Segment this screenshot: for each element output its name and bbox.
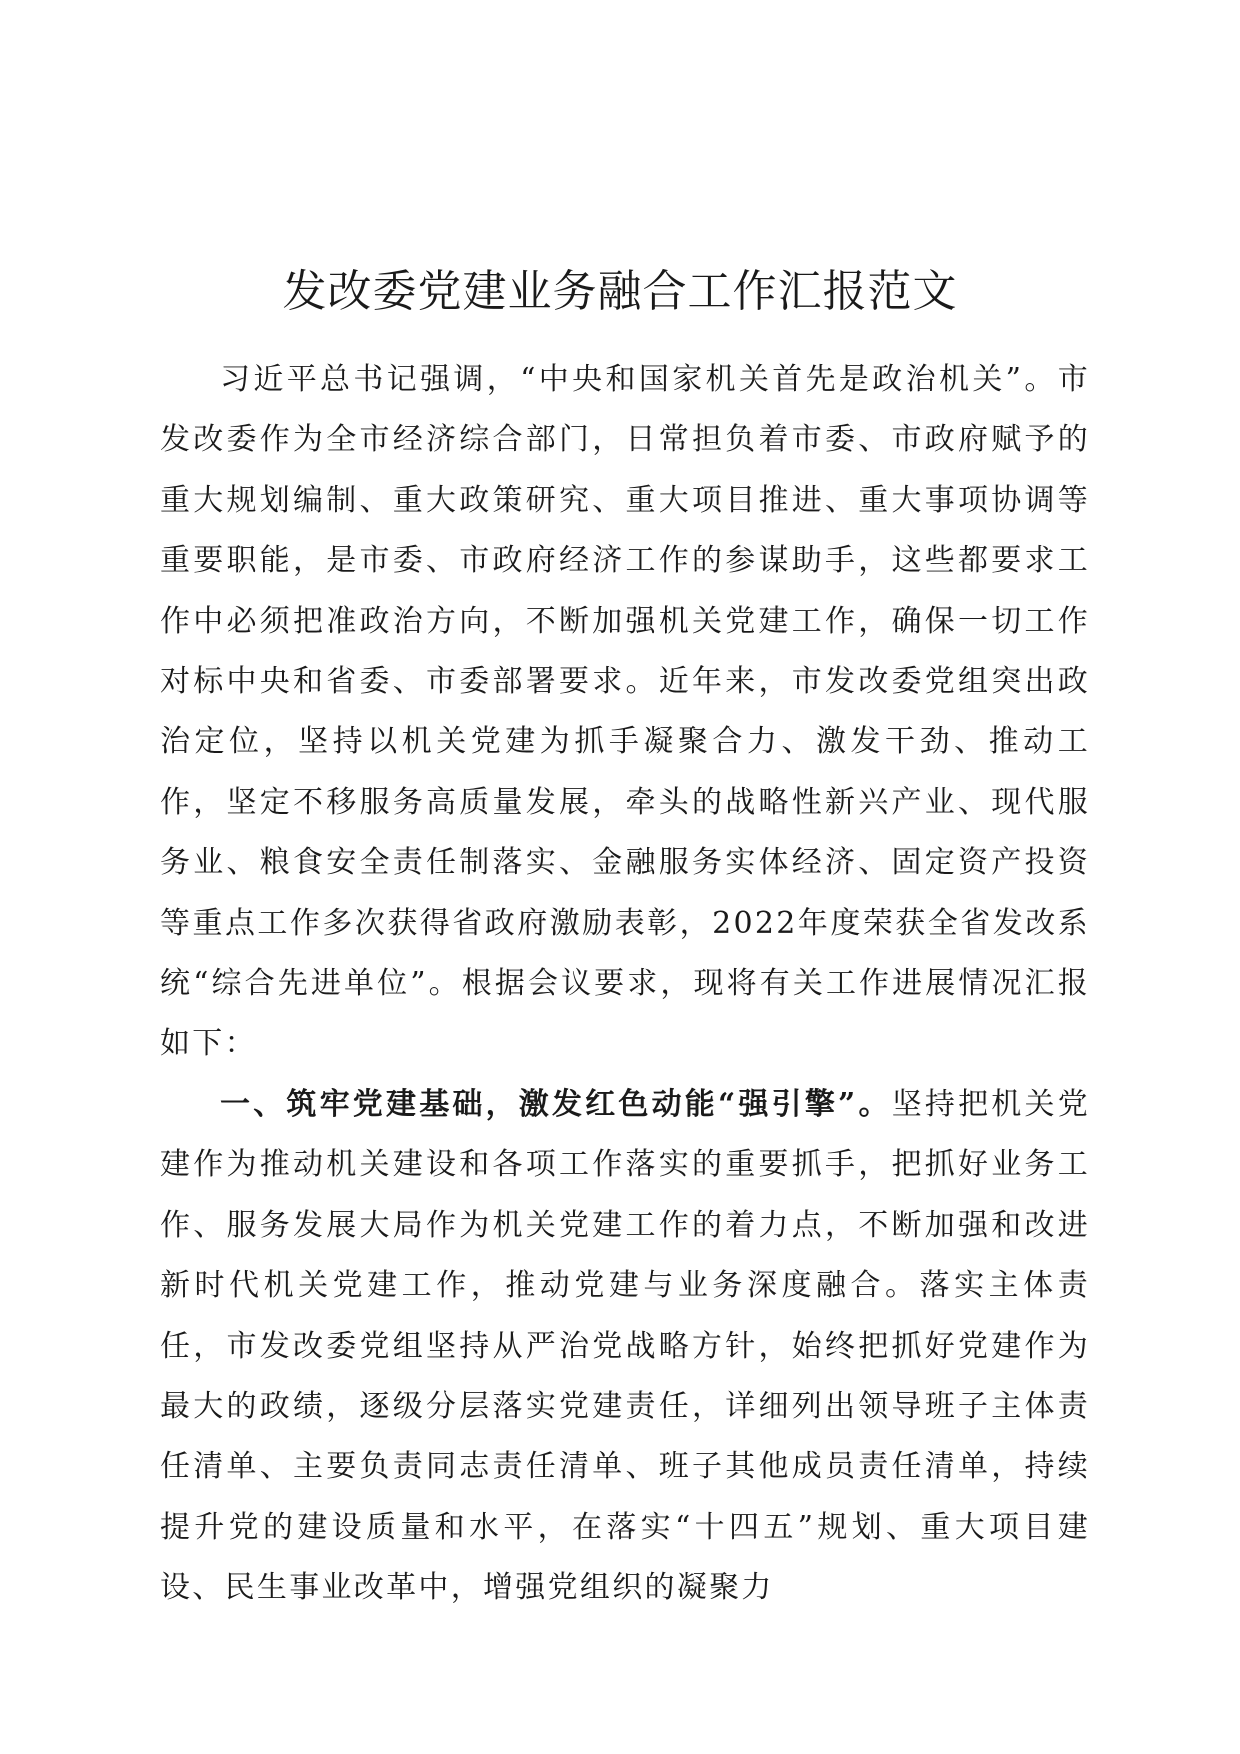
section-1-heading: 一、筑牢党建基础，激发红色动能“强引擎”。 [220, 1086, 892, 1122]
document-title: 发改委党建业务融合工作汇报范文 [282, 266, 958, 317]
document-body [160, 350, 1090, 1619]
section-1-paragraph [160, 1075, 1090, 1619]
intro-paragraph: 习近平总书记强调，“中央和国家机关首先是政治机关”。市发改委作为全市经济综合部门，日常担负着市委、市政府赋予的重大规划编制、重大政策研究、重大项目推进、重大事项协调等重要职能，是市委、市政府经济工作的参谋助手，这些都要求工作中必须把准政治方向，不断加强机关党建工作，确保一切工作对标中央和省委、市委部署要求。近年来，市发改委党组突出政治定位，坚持以机关党建为抓手凝聚合力、激发干劲、推动工作，坚定不移服务高质量发展，牵头的战略性新兴产业、现代服务业、粮食安全责任制落实、金融服务实体经济、固定资产投资等重点工作多次获得省政府激励表彰，2022年度荣获全省发改系统“综合先进单位”。根据会议要求，现将有关工作进展情况汇报如下： [160, 362, 1090, 1062]
section-1-text: 坚持把机关党建作为推动机关建设和各项工作落实的重要抓手，把抓好业务工作、服务发展大局作为机关党建工作的着力点，不断加强和改进新时代机关党建工作，推动党建与业务深度融合。落实主体责任，市发改委党组坚持从严治党战略方针，始终把抓好党建作为最大的政绩，逐级分层落实党建责任，详细列出领导班子主体责任清单、主要负责同志责任清单、班子其他成员责任清单，持续提升党的建设质量和水平，在落实“十四五”规划、重大项目建设、民生事业改革中，增强党组织的凝聚力 [160, 1086, 1090, 1606]
